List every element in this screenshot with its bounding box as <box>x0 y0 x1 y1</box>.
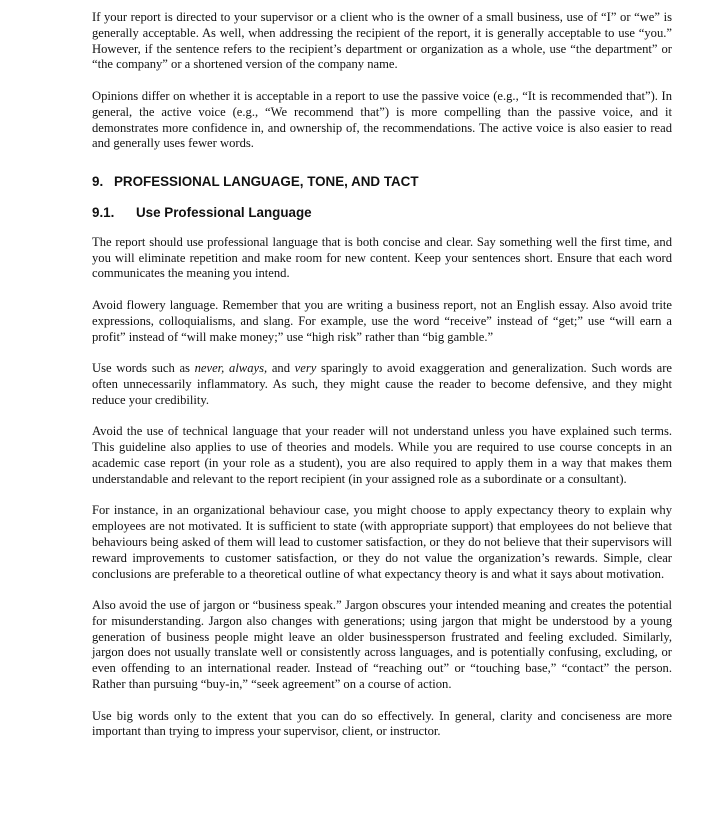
p3-text-mid2: and <box>267 361 295 376</box>
subsection-number: 9.1. <box>92 204 115 220</box>
section-title: PROFESSIONAL LANGUAGE, TONE, AND TACT <box>114 174 419 190</box>
body-paragraph-4: Avoid the use of technical language that your reader will not understand unless you have explained such terms. This guideline also applies to use of theories and models. While you are required to use course concepts in an academic case report (in your role as a student), you are also required to apply them in a way that makes them understandable and relevant to the report recipient (in your assigned role as a subordinate or a consultant). <box>92 424 672 486</box>
section-heading <box>92 174 672 190</box>
subsection-title: Use Professional Language <box>136 204 312 220</box>
p3-text-post: sparingly to avoid exaggeration and generalization. Such words are often unnecessarily inflammatory. As such, they might cause the reader to become defensive, and they might reduce your credibility. <box>92 361 672 407</box>
body-paragraph-2: Avoid flowery language. Remember that you are writing a business report, not an English essay. Also avoid trite expressions, colloquialisms, and slang. For example, use the word “receive” instead of “get;” use “will earn a profit” instead of “will make money;” use “high risk” rather than “big gamble.” <box>92 297 672 344</box>
document-page <box>92 10 672 756</box>
p3-italic-always: always, <box>229 361 268 376</box>
p3-text-pre: Use words such as <box>92 361 195 376</box>
p3-italic-never: never, <box>194 361 225 376</box>
subsection-heading <box>92 205 672 221</box>
body-paragraph-3 <box>92 361 672 408</box>
body-paragraph-7: Use big words only to the extent that you can do so effectively. In general, clarity and conciseness are more important than trying to impress your supervisor, client, or instructor. <box>92 708 672 739</box>
body-paragraph-6: Also avoid the use of jargon or “business speak.” Jargon obscures your intended meaning and creates the potential for misunderstanding. Jargon also changes with generations; using jargon that might be understood by a young generation of business people might leave an older businessperson frustrated and feeling excluded. Similarly, jargon does not usually translate well or consistently across languages, and is potentially confusing, excluding, or even offending to an international reader. Instead of “reaching out” or “touching base,” “contact” the person. Rather than pursuing “buy-in,” “seek agreement” on a course of action. <box>92 598 672 692</box>
body-paragraph-1: The report should use professional language that is both concise and clear. Say something well the first time, and you will eliminate repetition and make room for new content. Keep your sentences short. Ensure that each word communicates the meaning you intend. <box>92 234 672 281</box>
section-number: 9. <box>92 174 104 190</box>
intro-paragraph-2: Opinions differ on whether it is acceptable in a report to use the passive voice (e.g., “It is recommended that”). In general, the active voice (e.g., “We recommend that”) is more compelling than the passive voice, and it demonstrates more confidence in, and ownership of, the recommendations. The active voice is also easier to read and generally uses fewer words. <box>92 88 672 151</box>
intro-paragraph-1: If your report is directed to your supervisor or a client who is the owner of a small business, use of “I” or “we” is generally acceptable. As well, when addressing the recipient of the report, it is generally acceptable to use “you.” However, if the sentence refers to the recipient’s department or organization as a whole, use “the department” or “the company” or a shortened version of the company name. <box>92 10 672 72</box>
body-paragraph-5: For instance, in an organizational behaviour case, you might choose to apply expectancy theory to explain why employees are not motivated. It is sufficient to state (with appropriate support) that employees do not believe that behaviours being asked of them will lead to customer satisfaction, or they do not believe that their supervisors will reward improvements to customer satisfaction, or they do not value the organization’s rewards. Simple, clear conclusions are preferable to a theoretical outline of what expectancy theory is and what it says about motivation. <box>92 503 672 581</box>
p3-italic-very: very <box>294 361 317 376</box>
